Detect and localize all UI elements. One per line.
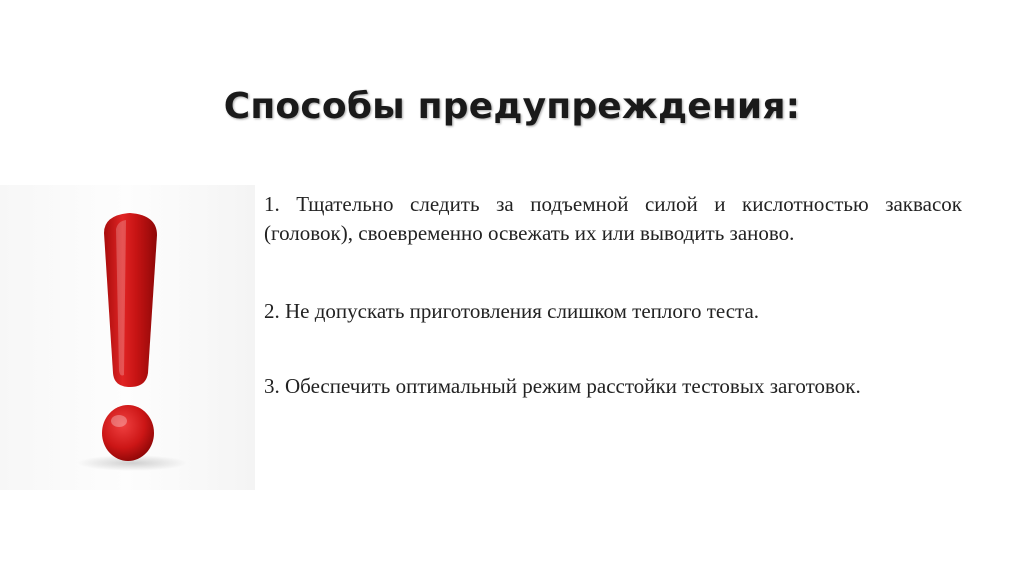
list-item: 2. Не допускать приготовления слишком теплого теста. — [264, 299, 760, 323]
slide-title: Способы предупреждения: — [223, 86, 801, 128]
list-item: 3. Обеспечить оптимальный режим расстойки тестовых заготовок. — [264, 374, 861, 398]
exclamation-image — [0, 185, 255, 490]
prevention-list — [264, 190, 962, 401]
exclamation-mark-icon — [0, 185, 255, 490]
list-item: 1. Тщательно следить за подъемной силой и кислотностью заквасок (головок), своевременно освежать их или выводить заново. — [264, 192, 962, 245]
